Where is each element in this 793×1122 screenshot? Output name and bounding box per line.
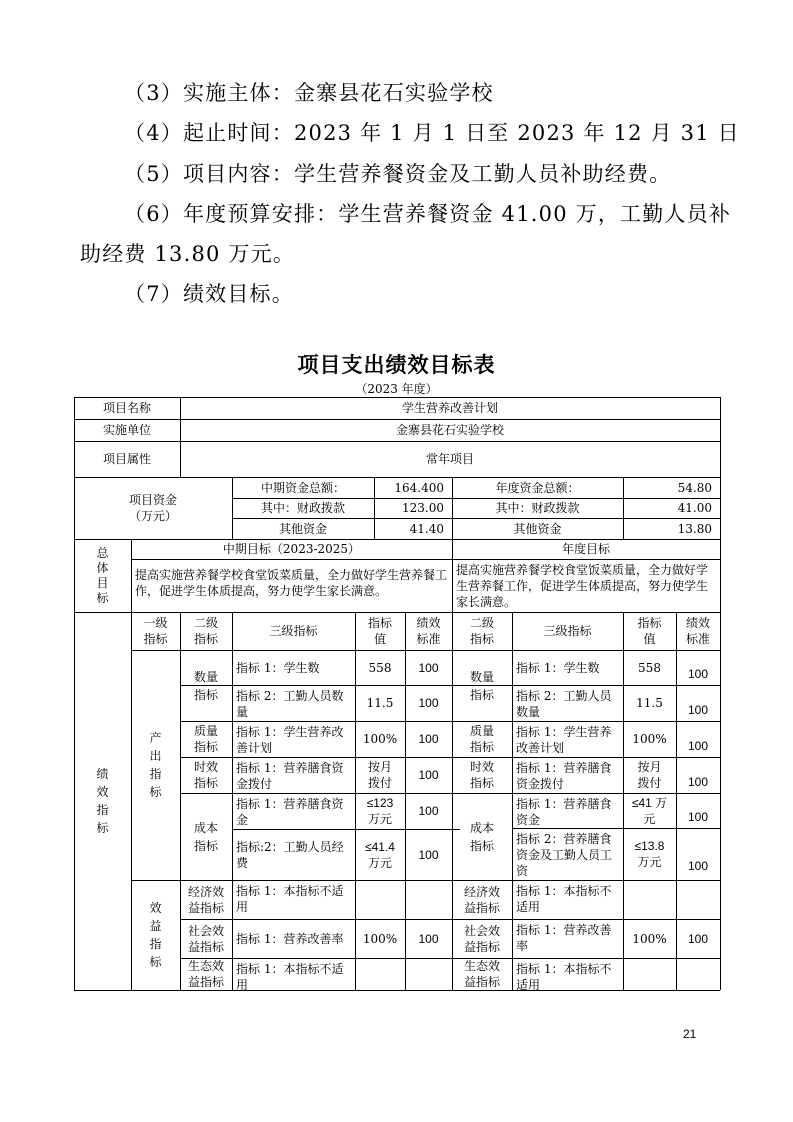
paragraph-implementer: （3）实施主体：金寨县花石实验学校 [124, 81, 494, 105]
left-quantity-2: 指标 2：工勤人员数量 [236, 689, 344, 719]
header-level3-right: 三级指标 [543, 624, 592, 638]
right-social-1-value: 100% [632, 931, 667, 946]
timeliness-label: 时效 指标 [193, 760, 218, 790]
right-econ-label: 经济效 益指标 [463, 884, 500, 915]
paragraph-budget: （6）年度预算安排：学生营养餐资金 41.00 万，工勤人员补 [124, 202, 732, 226]
year-fiscal-label: 其中：财政拨款 [495, 501, 580, 515]
left-eco-1: 指标 1：本指标不适用 [236, 962, 344, 992]
unit-label: 实施单位 [102, 423, 151, 437]
mid-fiscal-label: 其中：财政拨款 [260, 501, 345, 515]
right-quality-label: 质量 指标 [469, 724, 494, 754]
year-fiscal-value: 41.00 [677, 501, 712, 515]
social-label: 社会效 益指标 [187, 923, 224, 954]
right-econ-1: 指标 1：本指标不适用 [516, 884, 612, 914]
output-indicator-label: 产 出 指 标 [149, 731, 162, 799]
perf-indicator-label: 绩 效 指 标 [96, 767, 109, 835]
header-standard: 绩效 标准 [416, 616, 441, 646]
year-total-label: 年度资金总额： [495, 480, 580, 495]
left-quantity-2-value: 11.5 [366, 696, 394, 710]
right-quantity-1-value: 558 [638, 660, 661, 675]
mid-goal-text: 提高实施营养餐学校食堂饭菜质量，全力做好学生营养餐工作，促进学生体质提高，努力使学生家长满意。 [135, 568, 448, 598]
unit-value: 金寨县花石实验学校 [395, 423, 504, 437]
right-time-1: 指标 1：营养膳食资金拨付 [516, 761, 612, 791]
left-cost-1-std: 100 [418, 804, 439, 818]
mid-fiscal-value: 123.00 [402, 501, 444, 515]
left-cost-1-value: ≤123 万元 [366, 796, 394, 826]
left-social-1-std: 100 [418, 931, 439, 946]
left-time-1-std: 100 [418, 768, 439, 782]
right-quantity-label: 数量 指标 [469, 669, 494, 702]
header-level2: 二级 指标 [193, 616, 218, 646]
right-quality-1-value: 100% [632, 732, 667, 746]
left-time-1-value: 按月 拨付 [367, 760, 392, 790]
header-level3: 三级指标 [269, 624, 318, 638]
project-name-value: 学生营养改善计划 [401, 401, 498, 415]
right-cost-2: 指标 2：营养膳食资金及工勤人员工资 [516, 832, 613, 878]
right-cost-1: 指标 1：营养膳食资金 [516, 797, 612, 827]
left-econ-1: 指标 1：本指标不适用 [236, 884, 344, 914]
header-level1: 一级 指标 [143, 616, 168, 646]
mid-other-label: 其他资金 [278, 521, 327, 536]
left-social-1-value: 100% [362, 931, 398, 946]
benefit-indicator-label: 效 益 指 标 [149, 901, 162, 969]
left-quantity-2-std: 100 [418, 696, 439, 710]
right-time-1-value: 按月 拨付 [637, 760, 662, 790]
econ-label: 经济效 益指标 [187, 884, 224, 915]
overall-goal-label: 总 体 目 标 [96, 545, 109, 605]
right-quantity-2-std: 100 [687, 703, 709, 717]
table-title: 项目支出绩效目标表 [297, 353, 496, 377]
right-eco-1: 指标 1：本指标不适用 [516, 962, 612, 992]
paragraph-goals: （7）绩效目标。 [124, 282, 294, 306]
year-goal-header: 年度目标 [561, 542, 610, 556]
eco-label: 生态效 益指标 [187, 959, 224, 989]
year-other-label: 其他资金 [513, 521, 562, 536]
left-social-1: 指标 1：营养改善率 [236, 931, 344, 946]
year-other-value: 13.80 [677, 521, 712, 536]
right-social-1: 指标 1：营养改善率 [516, 923, 612, 953]
left-quantity-1-std: 100 [418, 660, 439, 675]
quality-label: 质量 指标 [193, 724, 218, 754]
attr-value: 常年项目 [425, 452, 474, 466]
right-cost-1-std: 100 [687, 810, 709, 824]
header-value: 指标 值 [367, 616, 392, 646]
project-name-label: 项目名称 [102, 401, 151, 415]
right-cost-2-value: ≤13.8 万元 [634, 839, 665, 869]
right-eco-label: 生态效 益指标 [463, 959, 500, 989]
header-level2-right: 二级 指标 [469, 616, 494, 646]
left-cost-2-value: ≤41.4 万元 [365, 839, 395, 870]
mid-other-value: 41.40 [409, 521, 444, 536]
left-quality-1-std: 100 [418, 732, 439, 746]
right-quantity-2-value: 11.5 [636, 696, 663, 710]
attr-label: 项目属性 [102, 452, 151, 466]
left-cost-2: 指标:2：工勤人员经费 [236, 839, 344, 870]
left-cost-2-std: 100 [418, 847, 439, 862]
paragraph-budget-cont: 助经费 13.80 万元。 [80, 242, 296, 266]
right-quantity-1-std: 100 [687, 667, 709, 681]
mid-total-label: 中期资金总额： [260, 480, 345, 495]
left-quantity-1-value: 558 [368, 660, 392, 675]
quantity-label: 数量 指标 [193, 669, 218, 702]
year-goal-text: 提高实施营养餐学校食堂饭菜质量，全力做好学生营养餐工作，促进学生体质提高，努力使学生家长满意。 [456, 563, 709, 609]
left-time-1: 指标 1：营养膳食资金拨付 [236, 761, 344, 791]
header-standard-right: 绩效 标准 [685, 616, 710, 646]
page-number: 21 [683, 1027, 697, 1041]
paragraph-period: （4）起止时间：2023 年 1 月 1 日至 2023 年 12 月 31 日 [124, 121, 740, 145]
right-cost-label: 成本 指标 [469, 820, 494, 853]
left-quality-1-value: 100% [362, 732, 398, 746]
right-cost-2-std: 100 [687, 859, 709, 873]
right-time-1-std: 100 [687, 775, 709, 789]
left-quality-1: 指标 1：学生营养改善计划 [236, 725, 344, 755]
right-social-1-std: 100 [687, 931, 709, 946]
right-quality-1-std: 100 [687, 739, 709, 753]
header-value-right: 指标 值 [637, 616, 662, 646]
mid-goal-header: 中期目标（2023-2025） [222, 542, 361, 556]
paragraph-content: （5）项目内容：学生营养餐资金及工勤人员补助经费。 [124, 162, 672, 186]
year-total-value: 54.80 [677, 480, 712, 495]
cost-label: 成本 指标 [193, 820, 218, 853]
mid-total-value: 164.400 [394, 480, 444, 495]
table-year: （2023 年度） [355, 382, 438, 396]
right-quantity-1: 指标 1：学生数 [516, 660, 600, 675]
funds-label: 项目资金 （万元） [128, 493, 177, 523]
right-timeliness-label: 时效 指标 [469, 760, 494, 790]
right-cost-1-value: ≤41 万 元 [631, 795, 668, 826]
left-cost-1: 指标 1：营养膳食资金 [236, 797, 344, 827]
right-quantity-2: 指标 2：工勤人员数量 [516, 689, 612, 719]
right-social-label: 社会效 益指标 [463, 923, 500, 954]
right-quality-1: 指标 1：学生营养改善计划 [516, 725, 612, 755]
left-quantity-1: 指标 1：学生数 [236, 660, 320, 675]
